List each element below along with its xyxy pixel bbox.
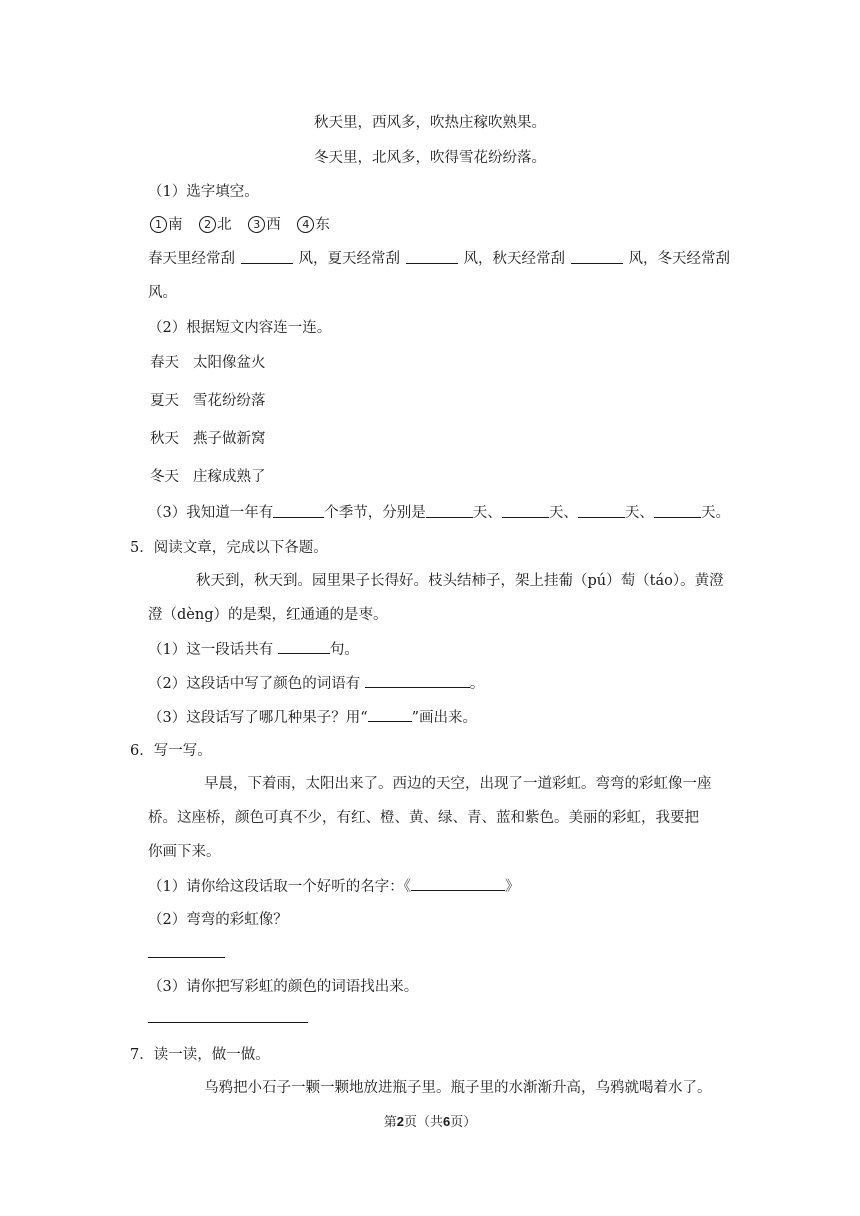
part3-text-5: 天、 xyxy=(624,505,654,521)
q6-heading: 6．写一写。 xyxy=(130,743,212,759)
option-text: 西 xyxy=(266,217,281,233)
answer-line[interactable] xyxy=(148,1022,308,1023)
q4-options xyxy=(150,213,342,234)
fill-text-1: 春天里经常刮 xyxy=(148,251,235,267)
q5-passage-line-1: 秋天到，秋天到。园里果子长得好。枝头结柿子，架上挂葡（pú）萄（táo）。黄澄 xyxy=(196,573,724,589)
match-phrase: 庄稼成熟了 xyxy=(193,469,266,485)
page-total: 6 xyxy=(443,1114,451,1129)
answer-blank[interactable] xyxy=(411,874,505,891)
circled-number: 2 xyxy=(199,216,216,233)
match-row-3 xyxy=(150,427,266,448)
q6-question-3: （3）请你把写彩虹的颜色的词语找出来。 xyxy=(148,979,419,995)
answer-line[interactable] xyxy=(148,957,225,958)
answer-blank[interactable] xyxy=(502,501,549,518)
fill-text-4: 风，冬天经常刮 xyxy=(628,251,730,267)
match-phrase: 雪花纷纷落 xyxy=(193,393,266,409)
option-text: 东 xyxy=(315,217,330,233)
q4-part2-label: （2）根据短文内容连一连。 xyxy=(148,320,332,336)
match-row-2 xyxy=(150,389,266,410)
q5-question-2: （2）这段话中写了颜色的词语有 。 xyxy=(148,671,484,693)
option-3 xyxy=(248,213,281,234)
part3-text-4: 天、 xyxy=(548,505,578,521)
q6-question-1: （1）请你给这段话取一个好听的名字：《 》 xyxy=(148,874,519,896)
q4-fill-line xyxy=(148,247,730,268)
match-phrase: 太阳像盆火 xyxy=(193,355,266,371)
fill-text-5: 风。 xyxy=(148,285,177,301)
q7-passage-line-1: 乌鸦把小石子一颗一颗地放进瓶子里。瓶子里的水渐渐升高，乌鸦就喝着水了。 xyxy=(204,1080,712,1096)
part3-text-6: 天。 xyxy=(700,505,730,521)
season-label: 冬天 xyxy=(150,469,179,485)
q4-part3-line xyxy=(148,501,730,522)
season-label: 秋天 xyxy=(150,431,179,447)
circled-number: 1 xyxy=(150,216,167,233)
circled-number: 4 xyxy=(297,216,314,233)
circled-number: 3 xyxy=(248,216,265,233)
answer-blank[interactable] xyxy=(578,501,625,518)
answer-blank[interactable] xyxy=(278,637,330,654)
fill-text-2: 风，夏天经常刮 xyxy=(298,251,400,267)
match-row-1 xyxy=(150,351,266,372)
match-row-4 xyxy=(150,465,266,486)
fill-text-3: 风，秋天经常刮 xyxy=(463,251,565,267)
answer-blank[interactable] xyxy=(241,247,293,264)
answer-blank[interactable] xyxy=(273,501,324,518)
q6-passage-line-2: 桥。这座桥，颜色可真不少，有红、橙、黄、绿、青、蓝和紫色。美丽的彩虹，我要把 xyxy=(148,810,699,826)
option-text: 南 xyxy=(168,217,183,233)
answer-blank[interactable] xyxy=(365,671,470,688)
page-footer: 第2页（共6页） xyxy=(383,1114,477,1130)
q7-heading: 7．读一读，做一做。 xyxy=(130,1047,270,1063)
q5-passage-line-2: 澄（dèng）的是梨，红通通的是枣。 xyxy=(148,607,388,623)
q5-question-3: （3）这段话写了哪几种果子？用“ ”画出来。 xyxy=(148,705,477,727)
answer-blank[interactable] xyxy=(406,247,458,264)
season-label: 春天 xyxy=(150,355,179,371)
season-label: 夏天 xyxy=(150,393,179,409)
part3-text-3: 天、 xyxy=(472,505,502,521)
answer-blank[interactable] xyxy=(654,501,701,518)
q6-passage-line-1: 早晨，下着雨，太阳出来了。西边的天空，出现了一道彩虹。弯弯的彩虹像一座 xyxy=(204,776,712,792)
q6-question-2: （2）弯弯的彩虹像？ xyxy=(148,912,288,928)
answer-blank[interactable] xyxy=(571,247,623,264)
option-1 xyxy=(150,213,183,234)
underline-sample xyxy=(368,705,412,722)
q5-question-1: （1）这一段话共有 句。 xyxy=(148,637,359,659)
match-phrase: 燕子做新窝 xyxy=(193,431,266,447)
q5-heading: 5．阅读文章，完成以下各题。 xyxy=(130,540,328,556)
part3-text-2: 个季节，分别是 xyxy=(324,505,426,521)
option-2 xyxy=(199,213,232,234)
poem-line-winter: 冬天里，北风多，吹得雪花纷纷落。 xyxy=(314,150,546,166)
q4-part1-label: （1）选字填空。 xyxy=(148,184,259,200)
option-4 xyxy=(297,213,330,234)
part3-text-1: （3）我知道一年有 xyxy=(148,505,274,521)
poem-line-autumn: 秋天里，西风多，吹热庄稼吹熟果。 xyxy=(314,115,546,131)
option-text: 北 xyxy=(217,217,232,233)
page-number: 2 xyxy=(396,1114,404,1129)
answer-blank[interactable] xyxy=(426,501,473,518)
q6-passage-line-3: 你画下来。 xyxy=(148,844,221,860)
